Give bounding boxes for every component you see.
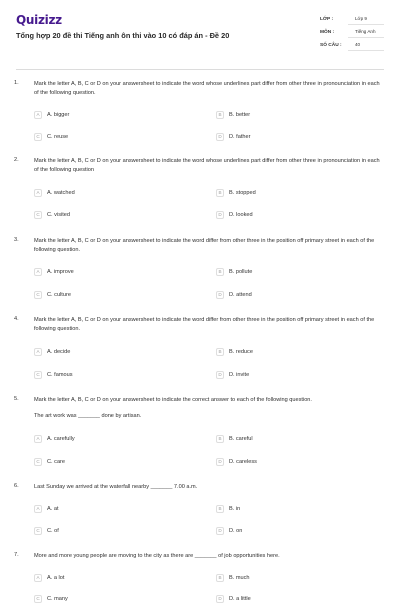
option-b[interactable]: [216, 504, 240, 513]
option-letter: A: [34, 348, 42, 356]
question-text: Mark the letter A, B, C or D on your answersheet to indicate the correct answer to each of the following question.: [34, 397, 312, 403]
option-text: B. better: [229, 111, 251, 118]
meta-label: LỚP :: [320, 17, 334, 22]
option-a[interactable]: [34, 347, 70, 356]
document-title: Tổng hợp 20 đề thi Tiếng anh ôn thi vào 10 có đáp án - Đề 20: [16, 31, 230, 40]
option-letter: D: [216, 595, 224, 603]
option-text: D. on: [229, 527, 243, 534]
option-a[interactable]: [34, 504, 59, 513]
question-text: More and more young people are moving to the city as there are _______ of job opportunities here.: [34, 553, 280, 559]
meta-label: MÔN :: [320, 30, 335, 35]
meta-panel: [320, 14, 384, 53]
question-number: 6.: [14, 483, 19, 489]
option-letter: B: [216, 189, 224, 197]
option-c[interactable]: [34, 290, 71, 299]
option-d[interactable]: [216, 290, 252, 299]
option-letter: B: [216, 111, 224, 119]
option-d[interactable]: [216, 457, 257, 466]
option-text: A. watched: [47, 189, 75, 196]
option-letter: D: [216, 133, 224, 141]
option-letter: C: [34, 291, 42, 299]
question-number: 2.: [14, 157, 19, 163]
option-letter: C: [34, 458, 42, 466]
option-text: D. invite: [229, 371, 250, 378]
option-text: A. bigger: [47, 111, 70, 118]
option-letter: A: [34, 189, 42, 197]
option-text: C. many: [47, 595, 68, 602]
question-text: Last Sunday we arrived at the waterfall nearby _______ 7.00 a.m.: [34, 484, 198, 490]
option-letter: A: [34, 435, 42, 443]
option-text: B. stopped: [229, 189, 256, 196]
option-text: C. visited: [47, 211, 71, 218]
option-letter: B: [216, 268, 224, 276]
option-d[interactable]: [216, 210, 253, 219]
option-c[interactable]: [34, 210, 70, 219]
option-text: B. pollute: [229, 268, 253, 275]
page-header: [0, 0, 400, 72]
option-d[interactable]: [216, 132, 250, 141]
header-divider: [16, 69, 384, 70]
option-c[interactable]: [34, 526, 59, 535]
option-d[interactable]: [216, 370, 249, 379]
question-number: 4.: [14, 316, 19, 322]
question-text: Mark the letter A, B, C or D on your answersheet to indicate the word differ from other three in the position off primary street in each of the following question.: [34, 317, 375, 332]
meta-value: 40: [348, 40, 384, 51]
question-text: Mark the letter A, B, C or D on your answersheet to indicate the word whose underlines part differ from other three in pronounciation in each of the following question.: [34, 81, 380, 96]
option-letter: C: [34, 371, 42, 379]
option-b[interactable]: [216, 110, 250, 119]
option-d[interactable]: [216, 526, 242, 535]
option-text: B. in: [229, 505, 241, 512]
option-a[interactable]: [34, 188, 75, 197]
option-text: D. looked: [229, 211, 253, 218]
option-c[interactable]: [34, 370, 73, 379]
option-letter: A: [34, 505, 42, 513]
option-c[interactable]: [34, 457, 65, 466]
option-text: D. father: [229, 133, 251, 140]
option-letter: C: [34, 211, 42, 219]
option-text: D. careless: [229, 458, 257, 465]
meta-question-count: [320, 40, 384, 53]
option-letter: D: [216, 527, 224, 535]
option-letter: D: [216, 291, 224, 299]
option-letter: B: [216, 574, 224, 582]
option-letter: C: [34, 133, 42, 141]
quizizz-logo: Quizizz: [16, 13, 62, 27]
meta-value: Tiếng Anh: [348, 27, 384, 38]
option-text: D. attend: [229, 291, 252, 298]
question-text: Mark the letter A, B, C or D on your answersheet to indicate the word whose underlines part differ from other three in pronounciation in each of the following question: [34, 158, 380, 173]
option-text: C. of: [47, 527, 59, 534]
option-a[interactable]: [34, 573, 64, 582]
option-c[interactable]: [34, 594, 68, 603]
option-text: B. careful: [229, 435, 253, 442]
option-a[interactable]: [34, 434, 75, 443]
option-a[interactable]: [34, 110, 69, 119]
question-text: Mark the letter A, B, C or D on your answersheet to indicate the word differ from other three in the position off primary street in each of the following question.: [34, 238, 375, 253]
option-letter: A: [34, 574, 42, 582]
option-letter: A: [34, 268, 42, 276]
option-b[interactable]: [216, 573, 250, 582]
option-letter: C: [34, 595, 42, 603]
meta-label: SỐ CÂU :: [320, 43, 342, 48]
option-text: C. culture: [47, 291, 71, 298]
option-b[interactable]: [216, 347, 253, 356]
option-c[interactable]: [34, 132, 68, 141]
meta-value: Lớp 9: [348, 14, 384, 25]
option-b[interactable]: [216, 434, 253, 443]
option-b[interactable]: [216, 267, 252, 276]
option-letter: A: [34, 111, 42, 119]
option-text: D. a little: [229, 595, 251, 602]
question-sentence: The art work was _______ done by artisan.: [34, 413, 142, 419]
option-b[interactable]: [216, 188, 256, 197]
option-text: A. carefully: [47, 435, 75, 442]
option-text: A. improve: [47, 268, 74, 275]
option-text: C. famous: [47, 371, 73, 378]
question-number: 5.: [14, 396, 19, 402]
option-text: C. reuse: [47, 133, 69, 140]
meta-grade: [320, 14, 384, 27]
option-letter: C: [34, 527, 42, 535]
question-number: 3.: [14, 237, 19, 243]
option-text: C. care: [47, 458, 66, 465]
option-text: B. reduce: [229, 348, 253, 355]
option-a[interactable]: [34, 267, 74, 276]
option-text: A. a lot: [47, 574, 65, 581]
option-letter: D: [216, 211, 224, 219]
question-number: 7.: [14, 552, 19, 558]
option-letter: D: [216, 371, 224, 379]
question-number: 1.: [14, 80, 19, 86]
option-text: A. at: [47, 505, 59, 512]
option-text: A. decide: [47, 348, 71, 355]
meta-subject: [320, 27, 384, 40]
option-letter: D: [216, 458, 224, 466]
option-letter: B: [216, 505, 224, 513]
option-d[interactable]: [216, 594, 251, 603]
option-text: B. much: [229, 574, 250, 581]
option-letter: B: [216, 435, 224, 443]
option-letter: B: [216, 348, 224, 356]
